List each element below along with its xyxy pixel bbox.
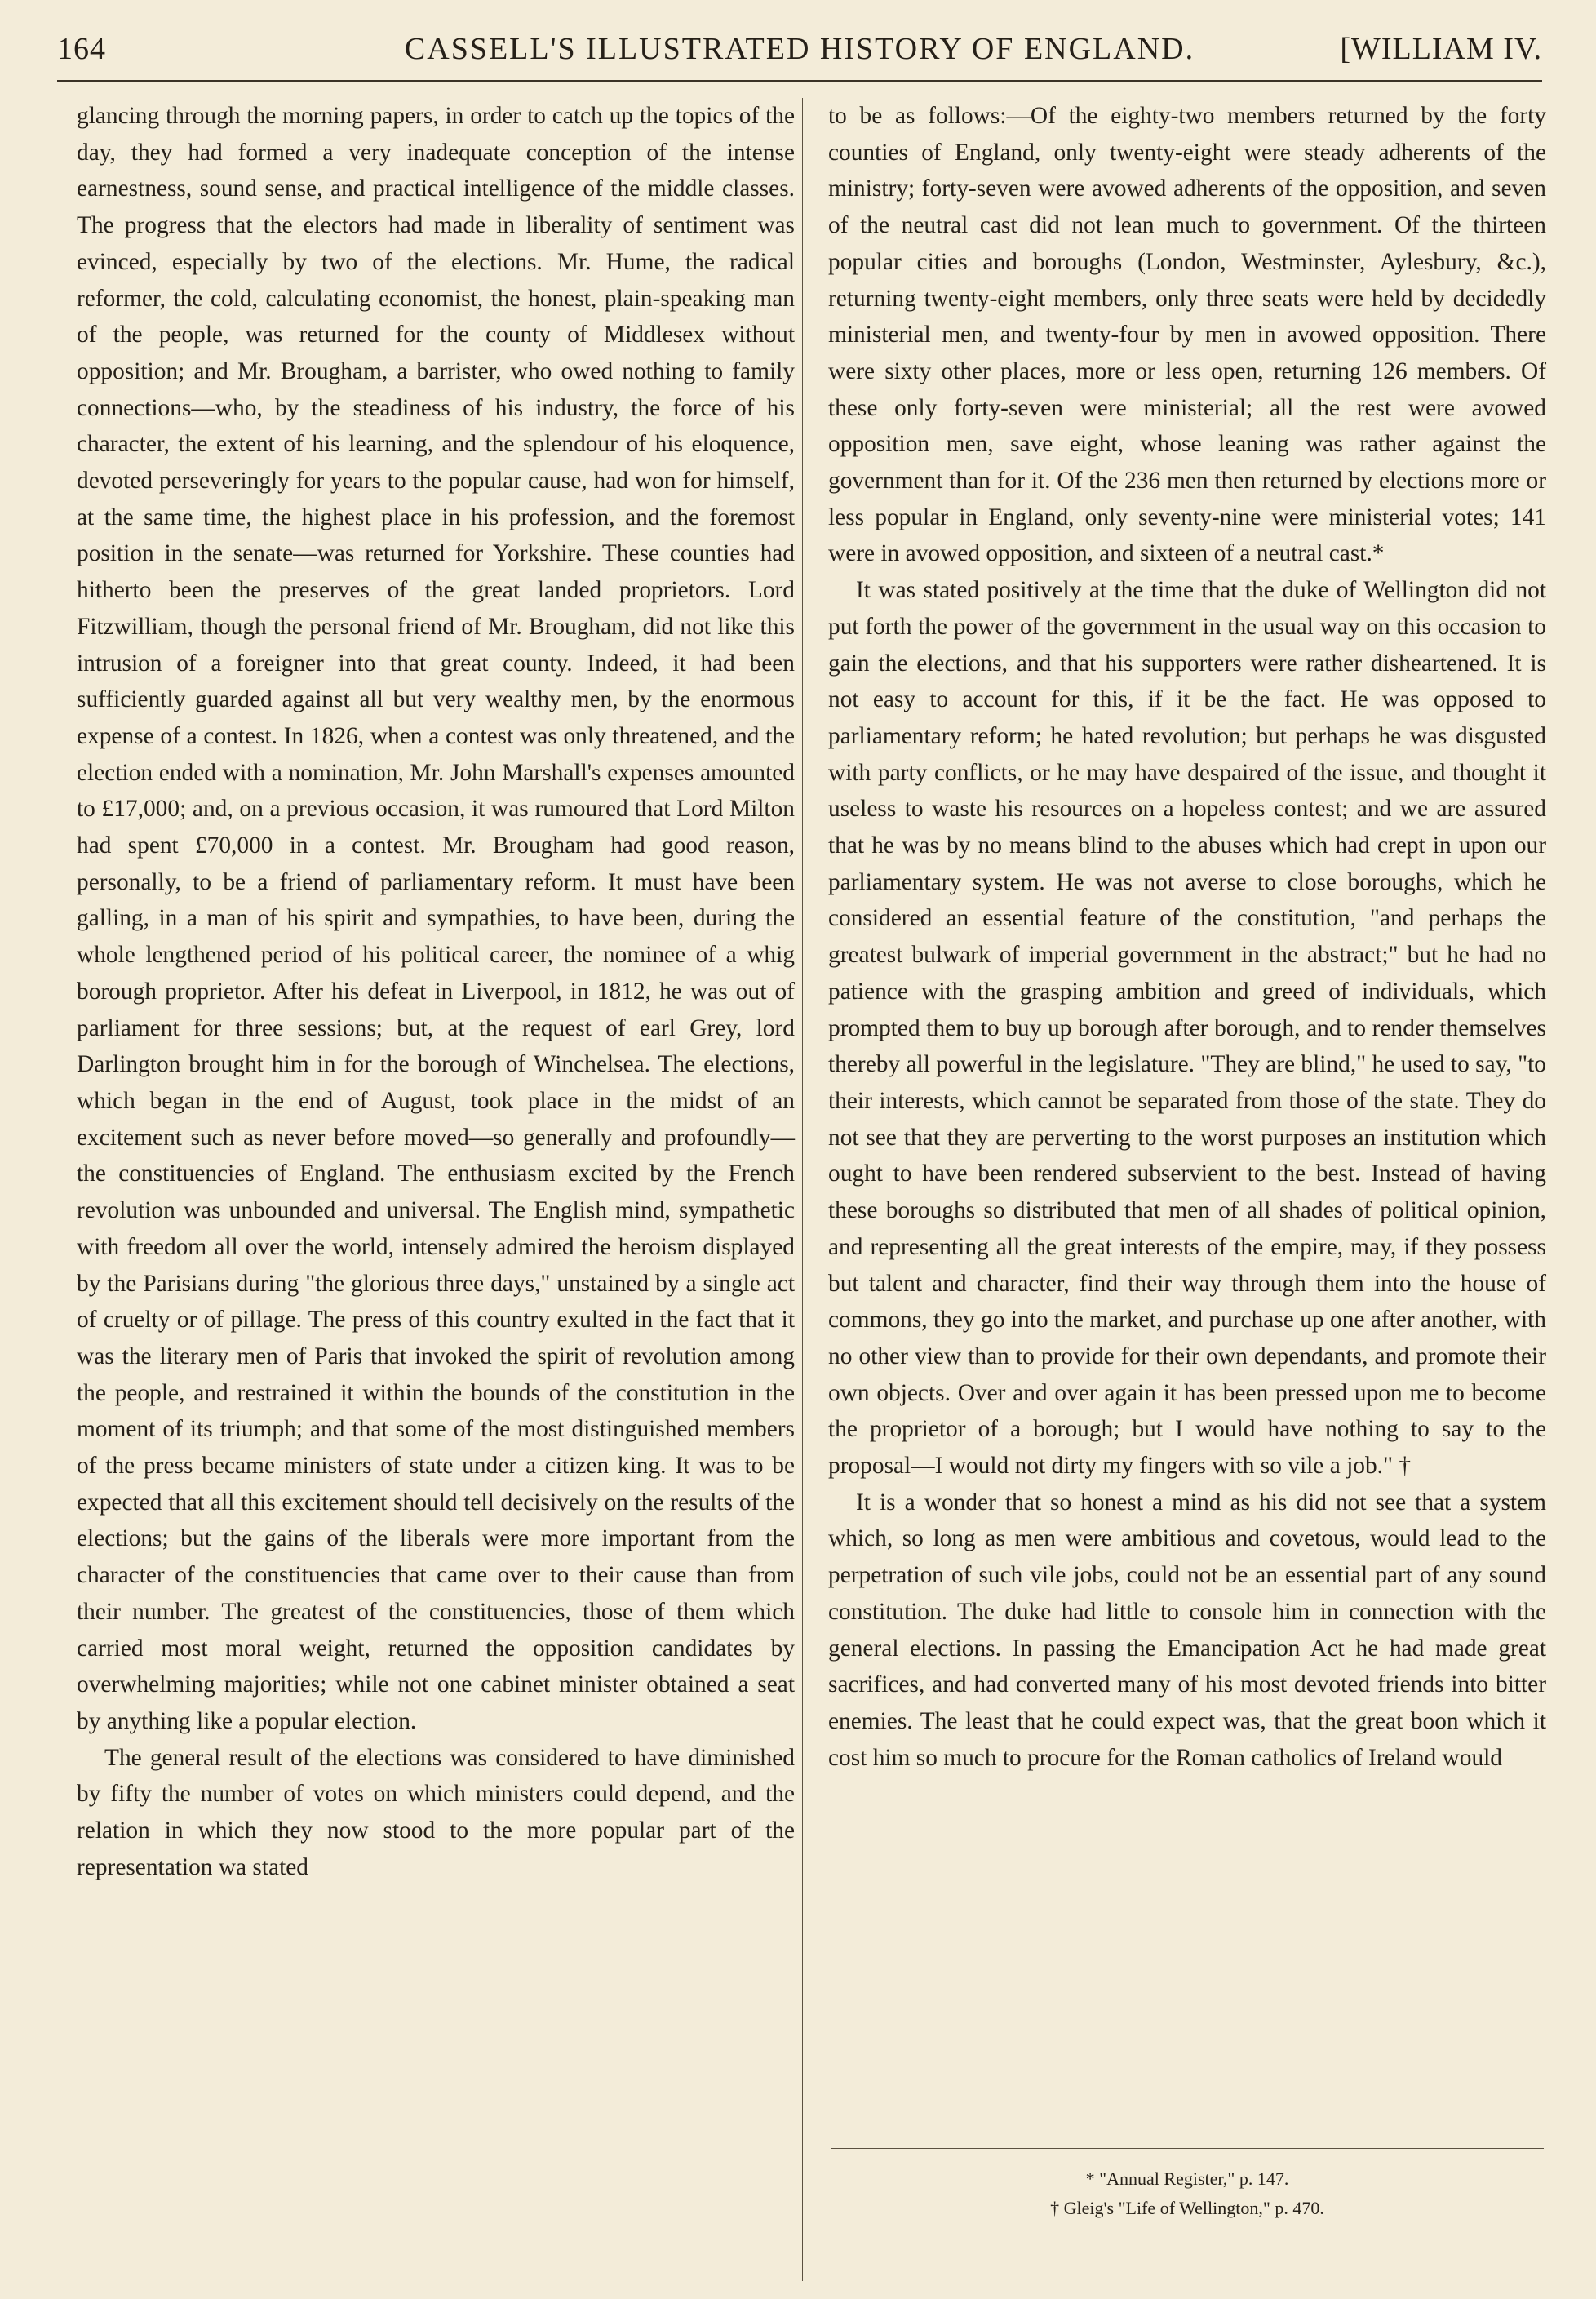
page-number: 164 — [57, 32, 106, 66]
paragraph: to be as follows:—Of the eighty-two members returned by the forty counties of England, only twenty-eight were steady adherents of the ministry; forty-seven were avowed adherents of the opposition, and seven of the neutral cast did not lean much to government. Of the thirteen popular cities and boroughs (London, Westminster, Aylesbury, &c.), returning twenty-eight members, only three seats were held by decidedly ministerial men, and twenty-four by men in avowed opposition. There were sixty other places, more or less open, returning 126 members. Of these only forty-seven were ministerial; all the rest were avowed opposition men, save eight, whose leaning was rather against the government than for it. Of the 236 men then returned by elections more or less popular in England, only seventy-nine were ministerial votes; 141 were in avowed opposition, and sixteen of a neutral cast.* — [828, 103, 1546, 567]
running-title: CASSELL'S ILLUSTRATED HISTORY OF ENGLAND. — [404, 32, 1195, 66]
footnotes — [831, 2164, 1544, 2223]
page-header — [57, 31, 1542, 82]
right-column — [828, 98, 1546, 1776]
column-divider — [802, 98, 803, 2281]
footnote-divider — [831, 2148, 1544, 2149]
paragraph: glancing through the morning papers, in order to catch up the topics of the day, they had formed a very inadequate conception of the intense earnestness, sound sense, and practical intelligence of the middle classes. The progress that the electors had made in liberality of sentiment was evinced, especially by two of the elections. Mr. Hume, the radical reformer, the cold, calculating economist, the honest, plain-speaking man of the people, was returned for the county of Middlesex without opposition; and Mr. Brougham, a barrister, who owed nothing to family connections—who, by the steadiness of his industry, the force of his character, the extent of his learning, and the splendour of his eloquence, devoted perseveringly for years to the popular cause, had won for himself, at the same time, the highest place in his profession, and the foremost position in the senate—was returned for Yorkshire. These counties had hitherto been the preserves of the great landed proprietors. Lord Fitzwilliam, though the personal friend of Mr. Brougham, did not like this intrusion of a foreigner into that great county. Indeed, it had been sufficiently guarded against all but very wealthy men, by the enormous expense of a contest. In 1826, when a contest was only threatened, and the election ended with a nomination, Mr. John Marshall's expenses amounted to £17,000; and, on a previous occasion, it was rumoured that Lord Milton had spent £70,000 in a contest. Mr. Brougham had good reason, personally, to be a friend of parliamentary reform. It must have been galling, in a man of his spirit and sympathies, to have been, during the whole lengthened period of his political career, the nominee of a whig borough proprietor. After his defeat in Liverpool, in 1812, he was out of parliament for three sessions; but, at the request of earl Grey, lord Darlington brought him in for the borough of Winchelsea. The elections, which began in the end of August, took place in the midst of an excitement such as never before moved—so generally and profoundly—the constituencies of England. The enthusiasm excited by the French revolution was unbounded and universal. The English mind, sympathetic with freedom all over the world, intensely admired the heroism displayed by the Parisians during "the glorious three days," unstained by a single act of cruelty or of pillage. The press of this country exulted in the fact that it was the literary men of Paris that invoked the spirit of revolution among the people, and restrained it within the bounds of the constitution in the moment of its triumph; and that some of the most distinguished members of the press became ministers of state under a citizen king. It was to be expected that all this excitement should tell decisively on the results of the elections; but the gains of the liberals were more important from the character of the constituencies that came over to their cause than from their number. The greatest of the constituencies, those of them which carried most moral weight, returned the opposition candidates by overwhelming majorities; while not one cabinet minister obtained a seat by anything like a popular election. — [77, 103, 795, 1734]
paragraph: It was stated positively at the time that the duke of Wellington did not put forth the power of the government in the usual way on this occasion to gain the elections, and that his supporters were rather disheartened. It is not easy to account for this, if it be the fact. He was opposed to parliamentary reform; he hated revolution; but perhaps he was disgusted with party conflicts, or he may have despaired of the issue, and thought it useless to waste his resources on a hopeless contest; and we are assured that he was by no means blind to the abuses which had crept in upon our parliamentary system. He was not averse to close boroughs, which he considered an essential feature of the constitution, "and perhaps the greatest bulwark of imperial government in the abstract;" but he had no patience with the grasping ambition and greed of individuals, which prompted them to buy up borough after borough, and to render themselves thereby all powerful in the legislature. "They are blind," he used to say, "to their interests, which cannot be separated from those of the state. They do not see that they are perverting to the worst purposes an institution which ought to have been rendered subservient to the best. Instead of having these boroughs so distributed that men of all shades of political opinion, and representing all the great interests of the empire, may, if they possess but talent and character, find their way through them into the house of commons, they go into the market, and purchase up one after another, with no other view than to provide for their own dependants, and promote their own objects. Over and over again it has been pressed upon me to become the proprietor of a borough; but I would have nothing to say to the proposal—I would not dirty my fingers with so vile a job." † — [828, 577, 1546, 1480]
paragraph: The general result of the elections was considered to have diminished by fifty the number of votes on which ministers could depend, and the relation in which they now stood to the more popular part of the representation wa stated — [77, 1744, 795, 1880]
footnote: * "Annual Register," p. 147. — [1085, 2168, 1289, 2189]
paragraph: It is a wonder that so honest a mind as his did not see that a system which, so long as men were ambitious and covetous, would lead to the perpetration of such vile jobs, could not be an essential part of any sound constitution. The duke had little to console him in connection with the general elections. In passing the Emancipation Act he had made great sacrifices, and had converted many of his most devoted friends into bitter enemies. The least that he could expect was, that the great boon which it cost him so much to procure for the Roman catholics of Ireland would — [828, 1489, 1546, 1771]
footnote: † Gleig's "Life of Wellington," p. 470. — [1050, 2198, 1324, 2218]
left-column — [77, 98, 795, 1885]
section-title: [WILLIAM IV. — [1340, 32, 1542, 66]
